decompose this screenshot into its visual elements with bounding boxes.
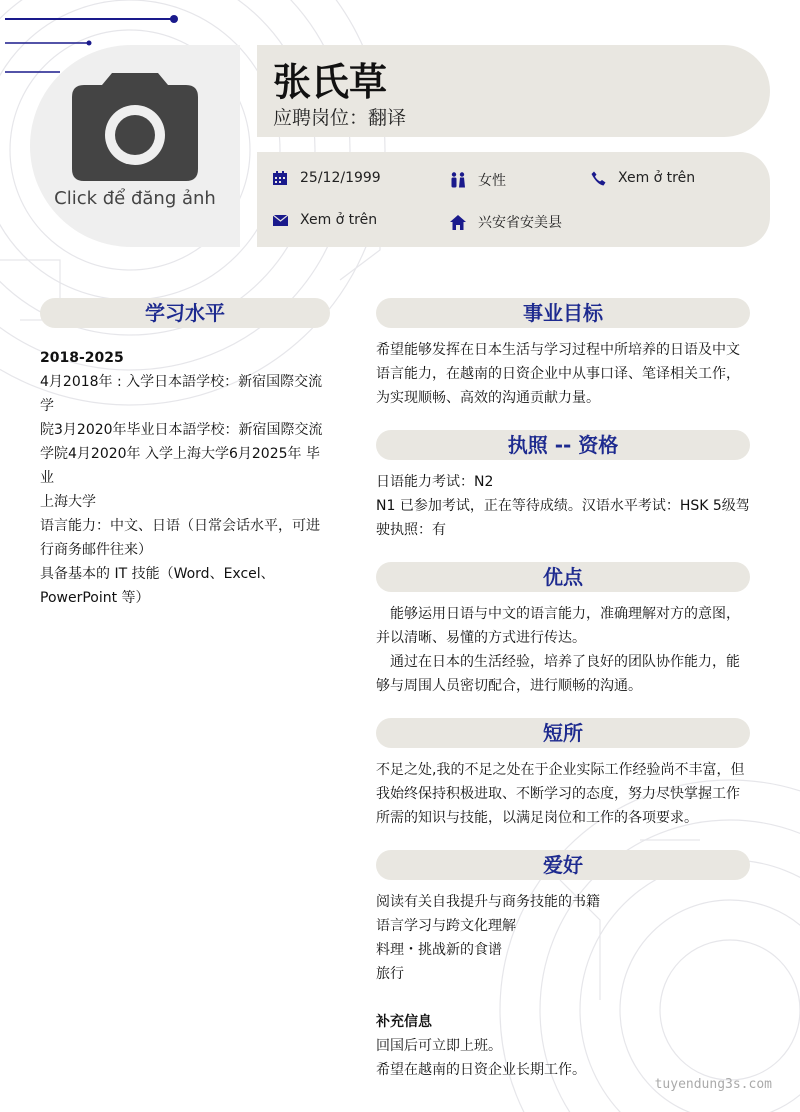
- gender-item: [450, 170, 506, 190]
- hobby-line: 旅行: [376, 966, 404, 982]
- strengths-heading: 优点: [376, 562, 750, 592]
- birthday-item: [272, 170, 381, 186]
- birthday-value: 25/12/1999: [300, 170, 381, 186]
- hobby-line: 料理・挑战新的食谱: [376, 942, 502, 958]
- hobby-line: 阅读有关自我提升与商务技能的书籍: [376, 894, 600, 910]
- header-decoration: [0, 0, 200, 80]
- additional-line: 回国后可立即上班。: [376, 1038, 502, 1054]
- email-item: [272, 212, 377, 228]
- career-goal-line: 语言能力，在越南的日资企业中从事口译、笔译相关工作，: [376, 366, 740, 382]
- personal-info-panel: [257, 152, 770, 247]
- strength-line: 能够运用日语与中文的语言能力，准确理解对方的意图，: [376, 606, 740, 622]
- phone-item: [590, 170, 695, 186]
- strength-line: 并以清晰、易懂的方式进行传达。: [376, 630, 586, 646]
- gender-value: 女性: [478, 173, 506, 189]
- strength-line: 通过在日本的生活经验，培养了良好的团队协作能力，能: [376, 654, 740, 670]
- education-line: 4月2018年 : 入学日本語学校：新宿国際交流学: [40, 374, 323, 414]
- address-value: 兴安省安美县: [478, 215, 562, 231]
- phone-icon: [590, 170, 606, 186]
- mail-icon: [272, 212, 288, 228]
- license-line: 驶执照：有: [376, 522, 446, 538]
- address-item: [450, 212, 562, 232]
- gender-icon: [450, 172, 466, 188]
- education-period: 2018-2025: [40, 350, 124, 366]
- strengths-content: [376, 602, 756, 698]
- camera-icon: [72, 73, 198, 181]
- licenses-content: [376, 470, 756, 542]
- name-panel: [257, 45, 770, 137]
- career-goal-heading: 事业目标: [376, 298, 750, 328]
- hobby-line: 语言学习与跨文化理解: [376, 918, 516, 934]
- phone-value: Xem ở trên: [618, 170, 696, 186]
- photo-upload-label: Click để đăng ảnh: [54, 188, 216, 209]
- license-line: N1 已参加考试，正在等待成绩。汉语水平考试：HSK 5级驾: [376, 498, 750, 514]
- applied-position: 应聘岗位：翻译: [273, 107, 407, 129]
- career-goal-line: 为实现顺畅、高效的沟通贡献力量。: [376, 390, 600, 406]
- license-line: 日语能力考试：N2: [376, 474, 494, 490]
- additional-info-title: 补充信息: [376, 1014, 432, 1030]
- education-line: PowerPoint 等）: [40, 590, 150, 606]
- weaknesses-heading: 短所: [376, 718, 750, 748]
- education-line: 学院4月2020年 入学上海大学6月2025年 毕业: [40, 446, 320, 486]
- weaknesses-content: [376, 758, 756, 830]
- licenses-heading: 执照 -- 资格: [376, 430, 750, 460]
- additional-line: 希望在越南的日资企业长期工作。: [376, 1062, 586, 1078]
- strength-line: 够与周围人员密切配合，进行顺畅的沟通。: [376, 678, 642, 694]
- email-value: Xem ở trên: [300, 212, 378, 228]
- weakness-line: 所需的知识与技能，以满足岗位和工作的各项要求。: [376, 810, 698, 826]
- education-line: 上海大学: [40, 494, 96, 510]
- home-icon: [450, 214, 466, 230]
- weakness-line: 不足之处,我的不足之处在于企业实际工作经验尚不丰富，但: [376, 762, 745, 778]
- education-line: 语言能力：中文、日语（日常会话水平，可进: [40, 518, 320, 534]
- weakness-line: 我始终保持积极进取、不断学习的态度，努力尽快掌握工作: [376, 786, 740, 802]
- education-heading: 学习水平: [40, 298, 330, 328]
- education-line: 行商务邮件往来）: [40, 542, 152, 558]
- hobbies-content: [376, 890, 756, 986]
- calendar-icon: [272, 170, 288, 186]
- watermark: tuyendung3s.com: [654, 1077, 772, 1092]
- education-line: 院3月2020年毕业日本語学校：新宿国際交流: [40, 422, 323, 438]
- candidate-name: 张氏草: [273, 60, 388, 104]
- education-line: 具备基本的 IT 技能（Word、Excel、: [40, 566, 275, 582]
- education-content: [40, 346, 330, 610]
- career-goal-line: 希望能够发挥在日本生活与学习过程中所培养的日语及中文: [376, 342, 740, 358]
- hobbies-heading: 爱好: [376, 850, 750, 880]
- additional-info: [376, 1010, 756, 1082]
- career-goal-content: [376, 338, 756, 410]
